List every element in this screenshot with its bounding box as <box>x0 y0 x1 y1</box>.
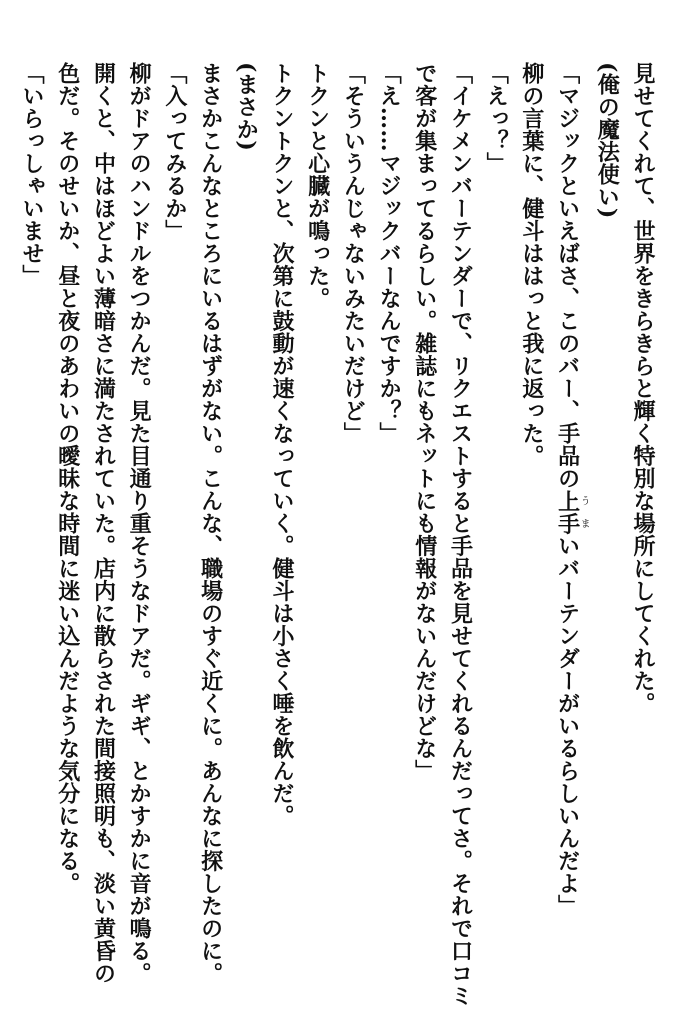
text-line-13: まさかこんなところにいるはずがない。こんな、職場のすぐ近くに。あんなに探したのに。 <box>197 62 224 985</box>
text-line-17: 色だ。そのせいか、昼と夜のあわいの曖昧な時間に迷い込んだような気分になる。 <box>54 62 81 895</box>
text-line-18: 「いらっしゃいませ」 <box>19 62 46 287</box>
text-line-14: 「入ってみるか」 <box>161 62 188 242</box>
ruby-reading: うま <box>578 489 590 535</box>
text-line-2: (俺の魔法使い) <box>594 62 621 219</box>
ruby-jouzu <box>554 489 590 535</box>
text-line-6: 「イケメンバーテンダーで、リクエストすると手品を見せてくれるんだってさ。それで口コミ <box>447 62 474 1007</box>
text-line-3-part-b: いバーテンダーがいるらしいんだよ」 <box>554 534 581 917</box>
vertical-text-body <box>19 62 660 1007</box>
text-line-15: 柳がドアのハンドルをつかんだ。見た目通り重そうなドアだ。ギギ、とかすかに音が鳴る。 <box>126 62 153 985</box>
text-line-11: トクントクンと、次第に鼓動が速くなっていく。健斗は小さく唾を飲んだ。 <box>268 62 295 827</box>
text-line-12: (まさか) <box>233 62 260 152</box>
text-line-4: 柳の言葉に、健斗ははっと我に返った。 <box>518 62 545 467</box>
text-line-9: 「そういうんじゃないみたいだけど」 <box>340 62 367 445</box>
text-line-1: 見せてくれて、世界をきらきらと輝く特別な場所にしてくれた。 <box>630 62 656 715</box>
text-line-8: 「え……マジックバーなんですか？」 <box>376 62 403 445</box>
text-line-3 <box>549 62 589 962</box>
ruby-base: 上手 <box>554 489 581 535</box>
text-line-10: トクンと心臓が鳴った。 <box>304 62 331 310</box>
text-line-3-part-a: 「マジックといえばさ、このバー、手品の <box>554 62 581 490</box>
text-line-7: で客が集まってるらしい。雑誌にもネットにも情報がないんだけどな」 <box>411 62 438 782</box>
text-line-5: 「えっ？」 <box>483 62 510 175</box>
text-line-16: 開くと、中はほどよい薄暗さに満たされていた。店内に散らされた間接照明も、淡い黄昏の <box>90 62 117 985</box>
